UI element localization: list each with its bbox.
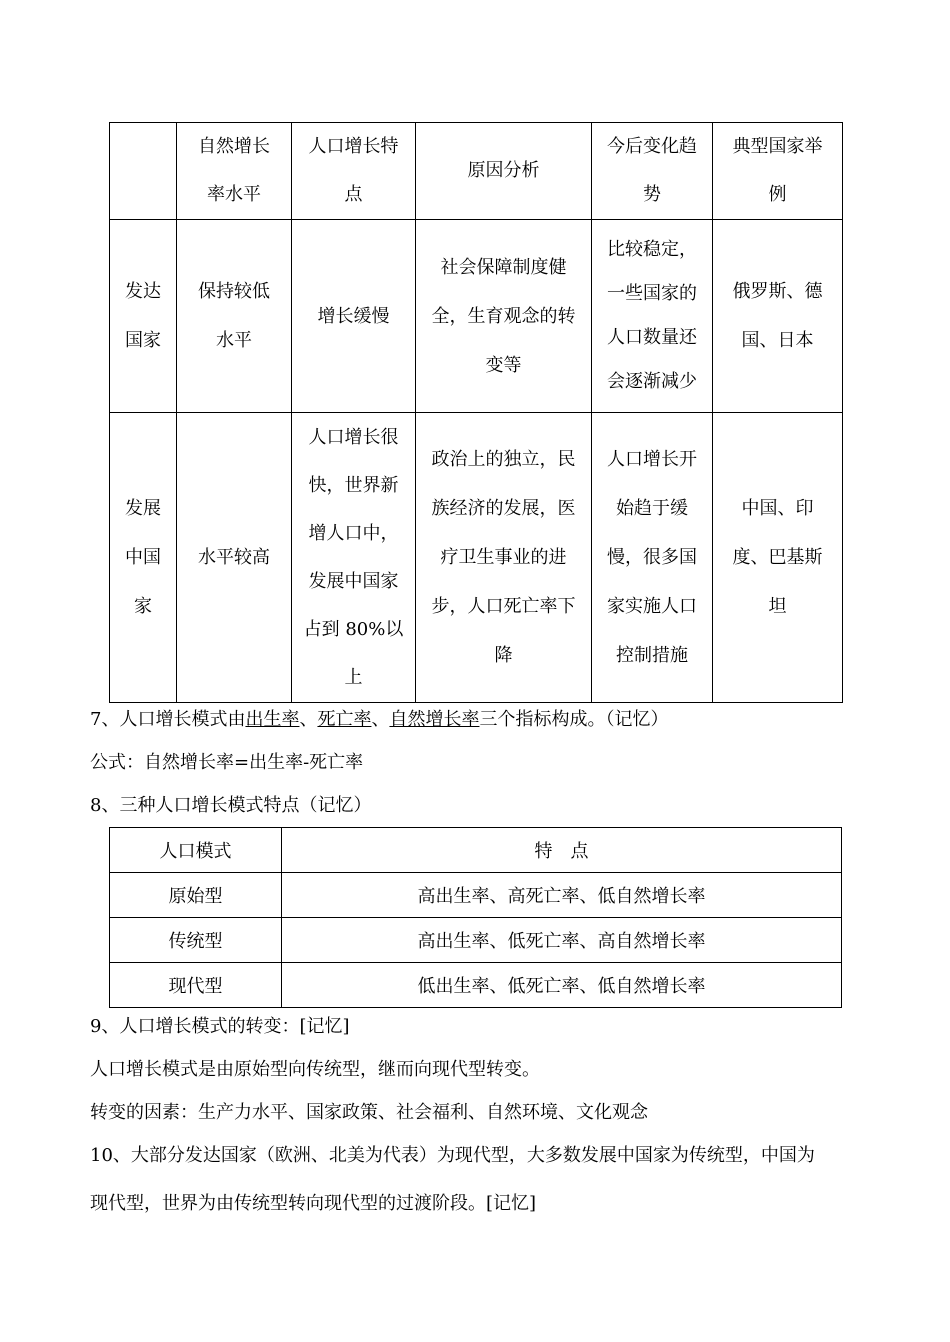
table-cell: 高出生率、低死亡率、高自然增长率: [282, 918, 842, 963]
table-row: [110, 918, 842, 963]
growth-mode-table: [109, 827, 842, 1008]
header-cell: 特 点: [282, 828, 842, 873]
header-cell: 自然增长 率水平: [177, 123, 292, 220]
table-row-developing: [110, 413, 843, 703]
table-cell: 原始型: [110, 873, 282, 918]
table-cell: 中国、印 度、巴基斯 坦: [713, 413, 843, 703]
table-row: [110, 963, 842, 1008]
formula-line: 公式：自然增长率=出生率-死亡率: [90, 752, 364, 773]
table-row: [110, 873, 842, 918]
paragraph-9a: 人口增长模式是由原始型向传统型，继而向现代型转变。: [90, 1059, 540, 1080]
table-cell: 政治上的独立，民 族经济的发展，医 疗卫生事业的进 步，人口死亡率下 降: [416, 413, 592, 703]
table-cell: 比较稳定， 一些国家的 人口数量还 会逐渐减少: [592, 220, 713, 413]
table-cell: 保持较低 水平: [177, 220, 292, 413]
table-cell: 社会保障制度健 全，生育观念的转 变等: [416, 220, 592, 413]
table-cell: 低出生率、低死亡率、低自然增长率: [282, 963, 842, 1008]
table-cell: 高出生率、高死亡率、低自然增长率: [282, 873, 842, 918]
table-row-developed: [110, 220, 843, 413]
table-header-row: [110, 123, 843, 220]
paragraph-10-line2: 现代型，世界为由传统型转向现代型的过渡阶段。[记忆]: [90, 1193, 537, 1214]
table-cell: 水平较高: [177, 413, 292, 703]
table-cell: 人口增长开 始趋于缓 慢，很多国 家实施人口 控制措施: [592, 413, 713, 703]
paragraph-9b: 转变的因素：生产力水平、国家政策、社会福利、自然环境、文化观念: [90, 1102, 648, 1123]
table-cell: 人口增长很 快，世界新 增人口中， 发展中国家 占到 80%以 上: [292, 413, 416, 703]
header-cell: [110, 123, 177, 220]
header-cell: 人口模式: [110, 828, 282, 873]
header-cell: 人口增长特 点: [292, 123, 416, 220]
paragraph-10-line1: 10、大部分发达国家（欧洲、北美为代表）为现代型，大多数发展中国家为传统型，中国为: [90, 1145, 815, 1166]
table-cell: 现代型: [110, 963, 282, 1008]
table-cell: 发展 中国 家: [110, 413, 177, 703]
paragraph-9: 9、人口增长模式的转变：[记忆]: [90, 1016, 350, 1037]
header-cell: 典型国家举 例: [713, 123, 843, 220]
paragraph-8: 8、三种人口增长模式特点（记忆）: [90, 795, 372, 816]
header-cell: 今后变化趋 势: [592, 123, 713, 220]
table-cell: 传统型: [110, 918, 282, 963]
table-header-row: [110, 828, 842, 873]
table-cell: 增长缓慢: [292, 220, 416, 413]
header-cell: 原因分析: [416, 123, 592, 220]
table-cell: 俄罗斯、德 国、日本: [713, 220, 843, 413]
table-cell: 发达 国家: [110, 220, 177, 413]
population-growth-table: [109, 122, 843, 703]
paragraph-7: 7、人口增长模式由出生率、死亡率、自然增长率三个指标构成。（记忆）: [90, 709, 669, 730]
